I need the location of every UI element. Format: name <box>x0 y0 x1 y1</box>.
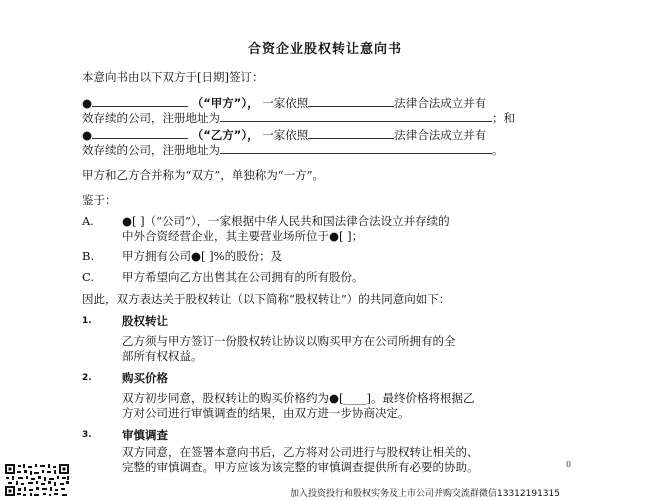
party-b-law-blank <box>308 127 394 139</box>
party-b-line-1 <box>82 127 486 142</box>
qr-code-icon <box>4 463 70 497</box>
party-a-line2-end: ；和 <box>492 111 515 125</box>
party-a-name-blank <box>92 95 188 107</box>
party-b-line2-start: 效存续的公司，注册地址为 <box>82 143 220 157</box>
whereas-label: 鉴于： <box>82 193 117 207</box>
recital-a-line-2: 中外合资经营企业，其主要营业场所位于●[ ]； <box>122 229 364 243</box>
section-1-title: 股权转让 <box>122 314 168 328</box>
party-b-mid: 一家依照 <box>262 128 309 142</box>
party-b-tag: （“乙方”）， <box>191 128 259 142</box>
party-b-address-blank <box>220 142 492 154</box>
party-a-address-blank <box>220 110 492 122</box>
recital-a-line-1: ●[ ]（“公司”），一家根据中华人民共和国法律合法设立并存续的 <box>122 214 450 228</box>
footer-text: 加入投资投行和股权实务及上市公司并购交流群微信13312191315 <box>290 489 560 499</box>
intro-line: 本意向书由以下双方于[日期]签订： <box>82 70 264 84</box>
joint-definition: 甲方和乙方合并称为“双方”，单独称为“一方”。 <box>82 168 325 182</box>
party-a-tag: （“甲方”）， <box>191 96 259 110</box>
party-b-name-blank <box>92 127 188 139</box>
section-3-line-2: 完整的审慎调查。甲方应该为该完整的审慎调查提供所有必要的协助。 <box>122 460 479 474</box>
recital-b-line-1: 甲方拥有公司●[ ]%的股份；及 <box>122 249 283 263</box>
recital-c-label: C. <box>82 270 95 284</box>
party-b-end: 法律合法成立并有 <box>394 128 487 142</box>
section-2-number: 2. <box>82 373 92 383</box>
party-a-bullet: ● <box>82 96 93 110</box>
section-3-line-1: 双方同意，在签署本意向书后，乙方将对公司进行与股权转让相关的、 <box>122 445 479 459</box>
party-b-line2-end: 。 <box>492 143 504 157</box>
party-a-end: 法律合法成立并有 <box>394 96 487 110</box>
recital-b-label: B. <box>82 249 95 263</box>
party-a-line-1 <box>82 95 486 110</box>
party-b-line-2 <box>82 142 504 157</box>
section-1-line-2: 部所有权权益。 <box>122 349 203 363</box>
section-2-line-2: 方对公司进行审慎调查的结果，由双方进一步协商决定。 <box>122 406 410 420</box>
document-title: 合资企业股权转让意向书 <box>247 42 402 57</box>
party-a-line2-start: 效存续的公司，注册地址为 <box>82 111 220 125</box>
party-b-bullet: ● <box>82 128 93 142</box>
therefore-line: 因此，双方表达关于股权转让（以下简称“股权转让”）的共同意向如下： <box>82 292 451 306</box>
section-1-line-1: 乙方须与甲方签订一份股权转让协议以购买甲方在公司所拥有的全 <box>122 334 456 348</box>
recital-a-label: A. <box>82 214 94 228</box>
party-a-law-blank <box>308 95 394 107</box>
section-2-line-1: 双方初步同意，股权转让的购买价格约为●[____]。最终价格将根据乙 <box>122 391 475 405</box>
section-3-title: 审慎调查 <box>122 428 168 442</box>
party-a-mid: 一家依照 <box>262 96 309 110</box>
party-a-line-2 <box>82 110 515 125</box>
recital-c-line-1: 甲方希望向乙方出售其在公司拥有的所有股份。 <box>122 270 364 284</box>
section-2-title: 购买价格 <box>122 371 168 385</box>
section-1-number: 1. <box>82 316 92 326</box>
page-number: 0 <box>566 460 572 469</box>
section-3-number: 3. <box>82 430 92 440</box>
